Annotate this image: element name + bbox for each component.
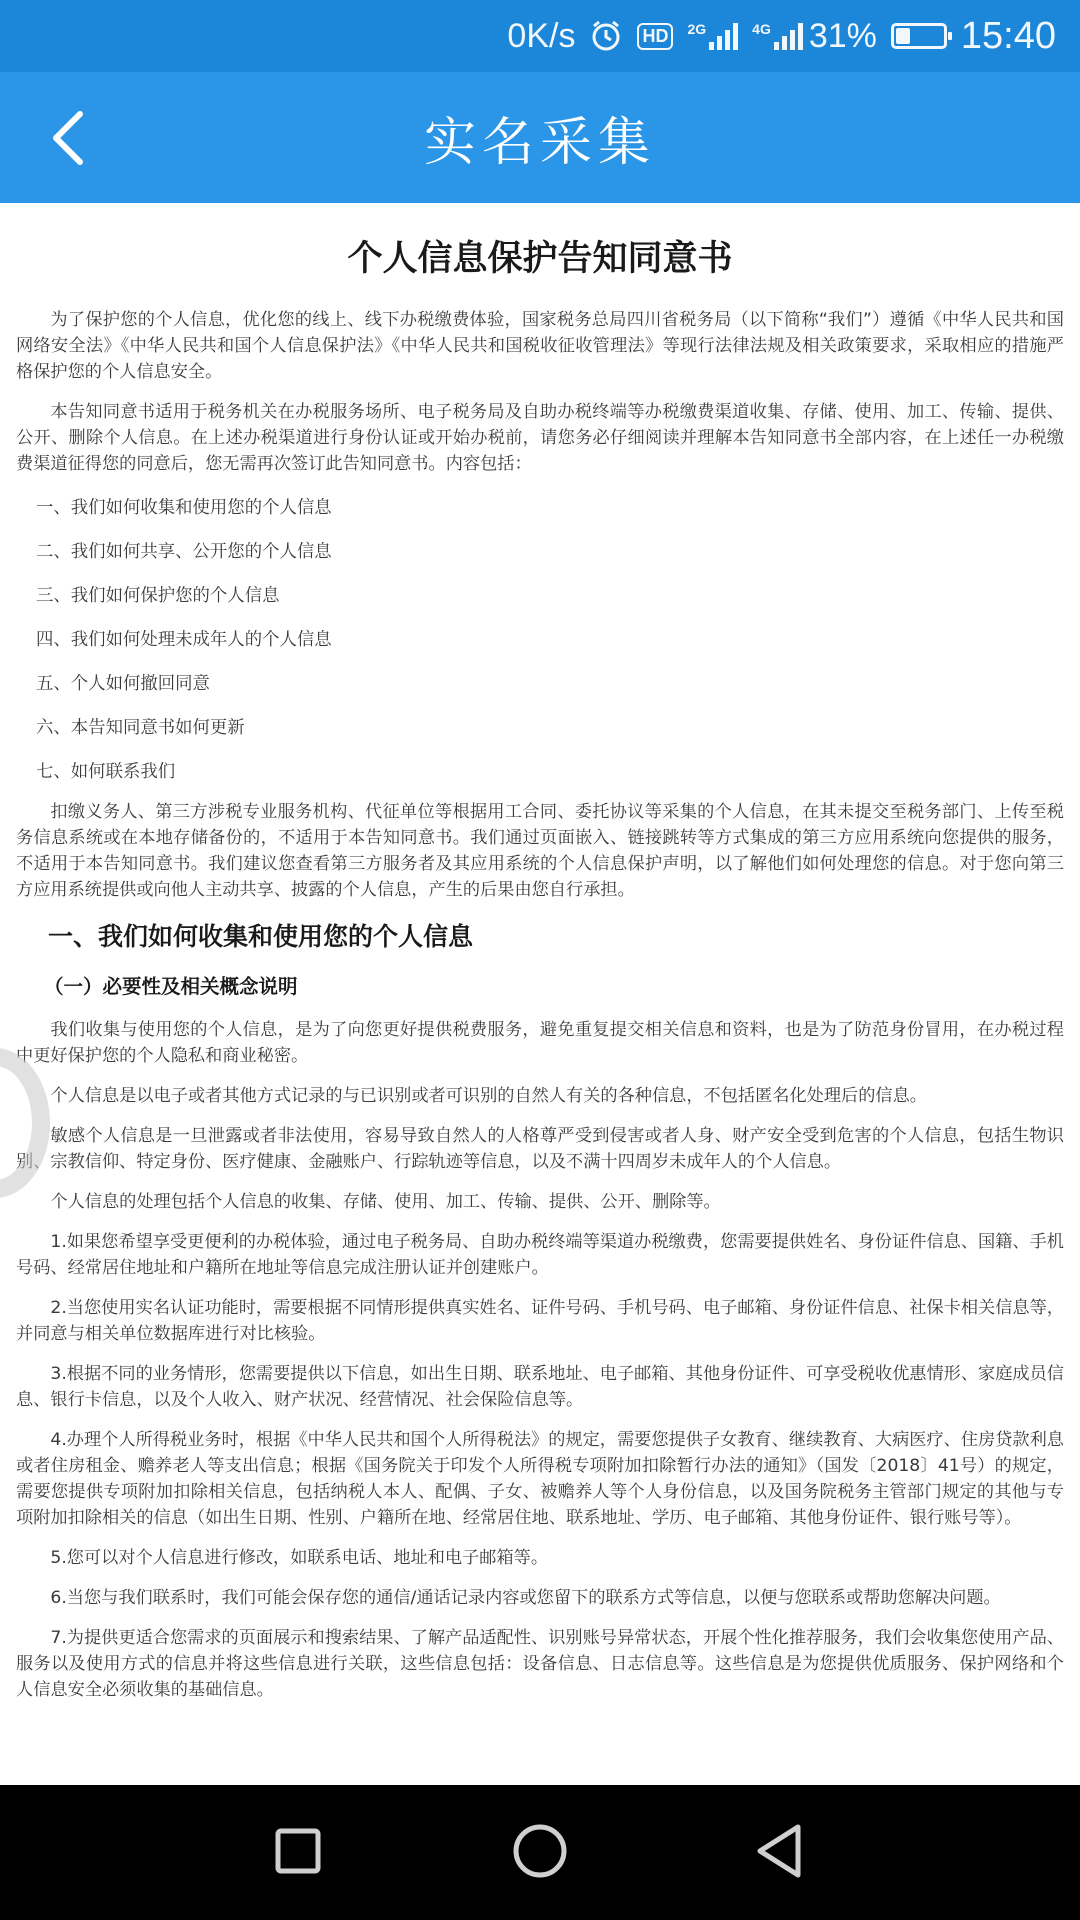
status-bar	[0, 0, 1080, 72]
hd-icon: HD	[637, 23, 673, 50]
toc-item: 五、个人如何撤回同意	[36, 674, 210, 694]
paragraph-intro-2: 本告知同意书适用于税务机关在办税服务场所、电子税务局及自助办税终端等办税缴费渠道收集、存储、使用、加工、传输、提供、公开、删除个人信息。在上述办税渠道进行身份认证或开始办税前，请您务必仔细阅读并理解本告知同意书全部内容，在上述任一办税缴费渠道征得您的同意后，您无需再次签订此告知同意书。内容包括：	[16, 402, 1064, 474]
toc-item: 一、我们如何收集和使用您的个人信息	[36, 498, 332, 518]
list-item: 6.当您与我们联系时，我们可能会保存您的通信/通话记录内容或您留下的联系方式等信息，以便与您联系或帮助您解决问题。	[50, 1588, 1001, 1608]
square-icon	[273, 1826, 323, 1876]
back-button[interactable]	[44, 108, 94, 168]
list-item: 3.根据不同的业务情形，您需要提供以下信息，如出生日期、联系地址、电子邮箱、其他身份证件、可享受税收优惠情形、家庭成员信息、银行卡信息，以及个人收入、财产状况、经营情况、社会保险信息等。	[16, 1364, 1064, 1410]
toc-item: 三、我们如何保护您的个人信息	[36, 586, 280, 606]
triangle-back-icon	[752, 1821, 808, 1881]
network-type-1: 2G	[687, 21, 707, 37]
signal-icon	[752, 22, 803, 50]
list-item: 2.当您使用实名认证功能时，需要根据不同情形提供真实姓名、证件号码、手机号码、电子邮箱、身份证件信息、社保卡相关信息等，并同意与相关单位数据库进行对比核验。	[16, 1298, 1064, 1344]
list-item: 5.您可以对个人信息进行修改，如联系电话、地址和电子邮箱等。	[50, 1548, 549, 1568]
toc-item: 七、如何联系我们	[36, 762, 176, 782]
network-type-2: 4G	[752, 21, 771, 37]
alarm-icon	[589, 19, 623, 53]
table-of-contents	[36, 491, 1080, 799]
circle-home-icon	[510, 1821, 570, 1881]
battery-icon	[891, 23, 947, 49]
battery-percent: 31%	[808, 16, 877, 55]
app-header	[0, 72, 1080, 203]
subsection-heading: （一）必要性及相关概念说明	[44, 975, 298, 998]
document-view[interactable]	[0, 203, 1080, 1785]
paragraph: 敏感个人信息是一旦泄露或者非法使用，容易导致自然人的人格尊严受到侵害或者人身、财产安全受到危害的个人信息，包括生物识别、宗教信仰、特定身份、医疗健康、金融账户、行踪轨迹等信息，以及不满十四周岁未成年人的个人信息。	[16, 1126, 1064, 1172]
list-item: 4.办理个人所得税业务时，根据《中华人民共和国个人所得税法》的规定，需要您提供子女教育、继续教育、大病医疗、住房贷款利息或者住房租金、赡养老人等支出信息；根据《国务院关于印发个人所得税专项附加扣除暂行办法的通知》（国发〔2018〕41号）的规定，需要您提供专项附加扣除相关信息，包括纳税人本人、配偶、子女、被赡养人等个人身份信息，以及国务院税务主管部门规定的其他与专项附加扣除相关的信息（如出生日期、性别、户籍所在地、经常居住地、联系地址、学历、电子邮箱、其他身份证件、银行账号等）。	[16, 1430, 1064, 1528]
signal-icon	[687, 22, 738, 50]
list-item: 7.为提供更适合您需求的页面展示和搜索结果、了解产品适配性、识别账号异常状态，开展个性化推荐服务，我们会收集您使用产品、服务以及使用方式的信息并将这些信息进行关联，这些信息包括：设备信息、日志信息等。这些信息是为您提供优质服务、保护网络和个人信息安全必须收集的基础信息。	[16, 1628, 1064, 1700]
toc-item: 六、本告知同意书如何更新	[36, 718, 245, 738]
toc-item: 四、我们如何处理未成年人的个人信息	[36, 630, 332, 650]
home-button[interactable]	[504, 1815, 576, 1887]
recent-apps-button[interactable]	[262, 1815, 334, 1887]
paragraph: 个人信息是以电子或者其他方式记录的与已识别或者可识别的自然人有关的各种信息，不包括匿名化处理后的信息。	[50, 1086, 927, 1106]
network-speed: 0K/s	[507, 16, 576, 55]
page-title: 实名采集	[423, 113, 656, 173]
document-title: 个人信息保护告知同意书	[347, 239, 733, 279]
clock: 15:40	[960, 14, 1056, 57]
toc-item: 二、我们如何共享、公开您的个人信息	[36, 542, 332, 562]
chevron-left-icon	[44, 108, 94, 168]
paragraph-intro-3: 扣缴义务人、第三方涉税专业服务机构、代征单位等根据用工合同、委托协议等采集的个人信息，在其未提交至税务部门、上传至税务信息系统或在本地存储备份的，不适用于本告知同意书。我们通过页面嵌入、链接跳转等方式集成的第三方应用系统向您提供的服务，不适用于本告知同意书。我们建议您查看第三方服务者及其应用系统的个人信息保护声明，以了解他们如何处理您的信息。对于您向第三方应用系统提供或向他人主动共享、披露的个人信息，产生的后果由您自行承担。	[16, 802, 1064, 900]
navigation-bar	[0, 1785, 1080, 1920]
paragraph: 我们收集与使用您的个人信息，是为了向您更好提供税费服务，避免重复提交相关信息和资料，也是为了防范身份冒用，在办税过程中更好保护您的个人隐私和商业秘密。	[16, 1020, 1064, 1066]
paragraph-intro-1: 为了保护您的个人信息，优化您的线上、线下办税缴费体验，国家税务总局四川省税务局（以下简称“我们”）遵循《中华人民共和国网络安全法》《中华人民共和国个人信息保护法》《中华人民共和国税收征收管理法》等现行法律法规及相关政策要求，采取相应的措施严格保护您的个人信息安全。	[16, 310, 1064, 382]
paragraph: 个人信息的处理包括个人信息的收集、存储、使用、加工、传输、提供、公开、删除等。	[50, 1192, 721, 1212]
list-item: 1.如果您希望享受更便利的办税体验，通过电子税务局、自助办税终端等渠道办税缴费，您需要提供姓名、身份证件信息、国籍、手机号码、经常居住地址和户籍所在地址等信息完成注册认证并创建账户。	[16, 1232, 1064, 1278]
section-heading: 一、我们如何收集和使用您的个人信息	[48, 922, 474, 951]
back-nav-button[interactable]	[744, 1815, 816, 1887]
